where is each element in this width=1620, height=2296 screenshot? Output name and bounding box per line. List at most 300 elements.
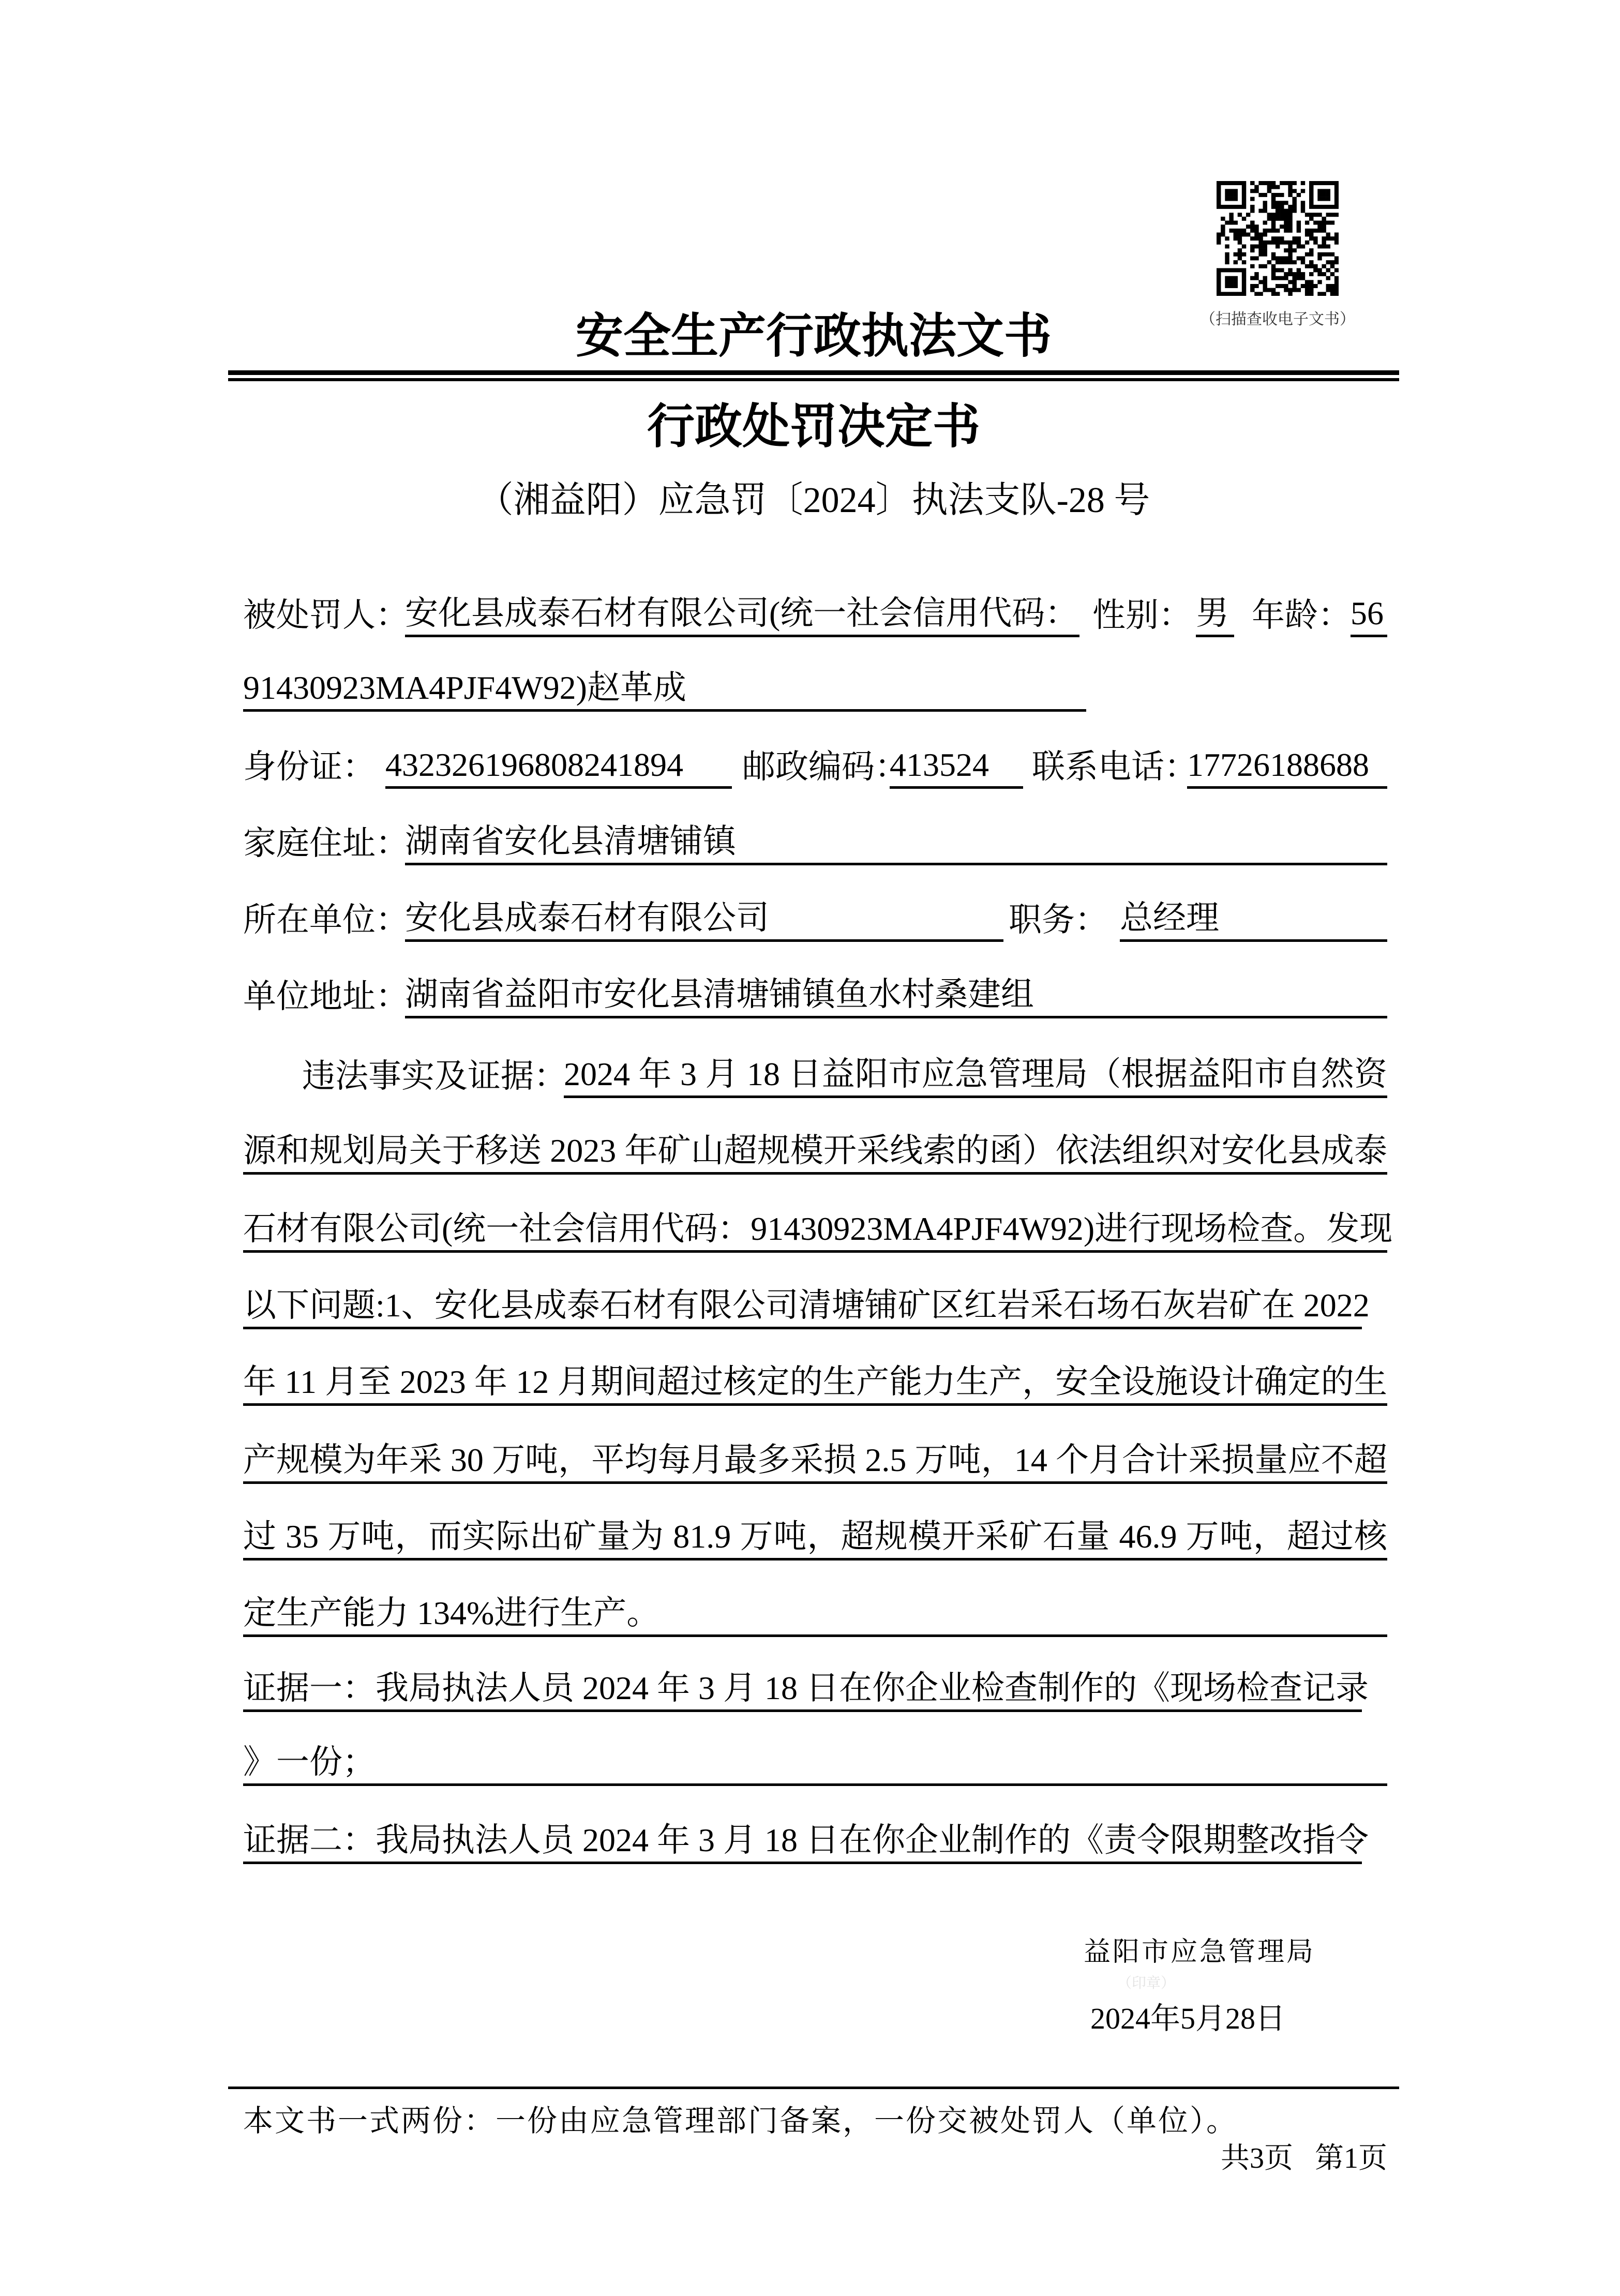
qr-module: [1225, 193, 1229, 197]
qr-module: [1234, 292, 1238, 296]
qr-module: [1238, 268, 1242, 272]
qr-module: [1284, 272, 1288, 276]
qr-module: [1292, 236, 1296, 241]
document-type-title: 行政处罚决定书: [647, 400, 980, 453]
qr-module: [1267, 260, 1271, 264]
qr-module: [1271, 193, 1276, 197]
qr-module: [1217, 201, 1221, 205]
qr-module: [1301, 284, 1305, 288]
qr-module: [1288, 224, 1292, 229]
qr-module: [1225, 205, 1229, 209]
qr-module: [1263, 241, 1267, 245]
qr-module: [1334, 280, 1339, 284]
qr-module: [1250, 244, 1254, 248]
qr-module: [1276, 229, 1280, 233]
qr-module: [1254, 236, 1258, 241]
document-series-title: 安全生产行政执法文书: [575, 308, 1052, 364]
qr-module: [1288, 244, 1292, 248]
qr-module: [1309, 280, 1313, 284]
qr-module: [1301, 189, 1305, 193]
qr-module: [1288, 252, 1292, 257]
qr-module: [1309, 213, 1313, 217]
qr-module: [1263, 233, 1267, 237]
qr-module: [1317, 244, 1322, 248]
qr-module: [1263, 264, 1267, 268]
qr-module: [1288, 205, 1292, 209]
qr-module: [1284, 209, 1288, 213]
qr-module: [1276, 205, 1280, 209]
qr-module: [1322, 189, 1326, 193]
qr-module: [1280, 260, 1284, 264]
qr-module: [1258, 193, 1263, 197]
qr-module: [1276, 284, 1280, 288]
qr-module: [1234, 193, 1238, 197]
qr-module: [1309, 292, 1313, 296]
qr-module: [1242, 276, 1246, 280]
qr-module: [1317, 272, 1322, 276]
qr-module: [1301, 209, 1305, 213]
qr-module: [1305, 284, 1309, 288]
qr-module: [1334, 236, 1339, 241]
qr-module: [1317, 197, 1322, 201]
qr-module: [1309, 288, 1313, 292]
qr-module: [1297, 221, 1301, 225]
qr-module: [1271, 229, 1276, 233]
qr-module: [1217, 288, 1221, 292]
qr-module: [1258, 233, 1263, 237]
qr-module: [1242, 272, 1246, 276]
qr-code: [1217, 181, 1339, 296]
qr-module: [1334, 193, 1339, 197]
qr-module: [1288, 217, 1292, 221]
facts-label: 违法事实及证据：: [302, 1058, 567, 1094]
footer-note: 本文书一式两份：一份由应急管理部门备案，一份交被处罚人（单位）。: [243, 2104, 1238, 2138]
qr-module: [1263, 229, 1267, 233]
qr-module: [1297, 272, 1301, 276]
qr-module: [1317, 224, 1322, 229]
qr-module: [1322, 252, 1326, 257]
qr-module: [1317, 252, 1322, 257]
qr-module: [1221, 292, 1225, 296]
qr-module: [1330, 284, 1334, 288]
qr-module: [1263, 276, 1267, 280]
qr-module: [1297, 276, 1301, 280]
seal-placeholder: （印章）: [1117, 1975, 1176, 1991]
home-address-value: 湖南省安化县清塘铺镇: [405, 821, 1387, 865]
qr-module: [1258, 181, 1263, 185]
qr-module: [1280, 213, 1284, 217]
qr-module: [1225, 268, 1229, 272]
qr-module: [1309, 284, 1313, 288]
qr-module: [1276, 292, 1280, 296]
qr-module: [1229, 292, 1233, 296]
facts-line: 定生产能力 134%进行生产。: [243, 1593, 1387, 1637]
qr-module: [1297, 236, 1301, 241]
qr-module: [1263, 280, 1267, 284]
qr-module: [1322, 224, 1326, 229]
qr-module: [1267, 241, 1271, 245]
qr-module: [1221, 181, 1225, 185]
qr-module: [1292, 288, 1296, 292]
qr-module: [1313, 264, 1317, 268]
qr-module: [1250, 264, 1254, 268]
qr-module: [1276, 217, 1280, 221]
qr-module: [1292, 205, 1296, 209]
qr-module: [1242, 288, 1246, 292]
qr-module: [1242, 244, 1246, 248]
qr-module: [1334, 201, 1339, 205]
qr-module: [1309, 205, 1313, 209]
qr-module: [1280, 209, 1284, 213]
qr-module: [1250, 236, 1254, 241]
qr-module: [1246, 224, 1250, 229]
qr-module: [1301, 272, 1305, 276]
qr-module: [1267, 189, 1271, 193]
qr-module: [1326, 213, 1330, 217]
qr-module: [1301, 181, 1305, 185]
qr-module: [1229, 213, 1233, 217]
qr-module: [1288, 181, 1292, 185]
unit-address-value: 湖南省益阳市安化县清塘铺镇鱼水村桑建组: [405, 974, 1387, 1018]
qr-module: [1242, 233, 1246, 237]
qr-module: [1225, 276, 1229, 280]
qr-module: [1242, 292, 1246, 296]
qr-module: [1267, 229, 1271, 233]
qr-module: [1267, 213, 1271, 217]
qr-module: [1330, 252, 1334, 257]
qr-module: [1297, 241, 1301, 245]
qr-module: [1309, 217, 1313, 221]
qr-module: [1334, 185, 1339, 189]
qr-module: [1309, 185, 1313, 189]
qr-module: [1313, 205, 1317, 209]
qr-module: [1238, 233, 1242, 237]
qr-module: [1229, 217, 1233, 221]
qr-module: [1254, 256, 1258, 260]
qr-module: [1297, 244, 1301, 248]
qr-module: [1271, 197, 1276, 201]
qr-module: [1234, 205, 1238, 209]
qr-module: [1309, 272, 1313, 276]
qr-module: [1326, 233, 1330, 237]
qr-module: [1288, 221, 1292, 225]
qr-module: [1305, 241, 1309, 245]
qr-module: [1267, 288, 1271, 292]
qr-module: [1330, 205, 1334, 209]
phone-value: 17726188688: [1187, 744, 1387, 789]
qr-module: [1322, 229, 1326, 233]
qr-module: [1221, 229, 1225, 233]
qr-module: [1271, 272, 1276, 276]
qr-module: [1276, 213, 1280, 217]
qr-module: [1326, 288, 1330, 292]
qr-module: [1288, 209, 1292, 213]
qr-module: [1229, 268, 1233, 272]
qr-module: [1288, 241, 1292, 245]
qr-module: [1229, 284, 1233, 288]
gender-value: 男: [1196, 593, 1234, 637]
qr-module: [1280, 241, 1284, 245]
qr-module: [1258, 280, 1263, 284]
qr-module: [1254, 224, 1258, 229]
qr-module: [1322, 221, 1326, 225]
evidence-line: 》一份；: [243, 1742, 1387, 1786]
qr-module: [1229, 181, 1233, 185]
qr-module: [1276, 256, 1280, 260]
qr-module: [1288, 229, 1292, 233]
qr-module: [1313, 229, 1317, 233]
qr-module: [1271, 276, 1276, 280]
qr-module: [1288, 280, 1292, 284]
qr-module: [1254, 244, 1258, 248]
qr-module: [1309, 248, 1313, 252]
qr-module: [1276, 185, 1280, 189]
qr-module: [1242, 185, 1246, 189]
qr-module: [1280, 256, 1284, 260]
facts-line: 源和规划局关于移送 2023 年矿山超规模开采线索的函）依法组织对安化县成泰: [243, 1130, 1387, 1175]
qr-module: [1284, 229, 1288, 233]
qr-module: [1330, 292, 1334, 296]
qr-module: [1271, 213, 1276, 217]
qr-module: [1313, 213, 1317, 217]
qr-module: [1292, 241, 1296, 245]
qr-module: [1254, 189, 1258, 193]
qr-module: [1229, 189, 1233, 193]
qr-module: [1288, 288, 1292, 292]
qr-module: [1334, 284, 1339, 288]
qr-module: [1221, 217, 1225, 221]
qr-module: [1317, 205, 1322, 209]
qr-module: [1317, 189, 1322, 193]
qr-module: [1326, 268, 1330, 272]
qr-module: [1280, 201, 1284, 205]
qr-module: [1246, 213, 1250, 217]
qr-module: [1330, 260, 1334, 264]
qr-module: [1250, 205, 1254, 209]
facts-line: 产规模为年采 30 万吨，平均每月最多采损 2.5 万吨，14 个月合计采损量应不超: [243, 1439, 1387, 1484]
qr-module: [1334, 213, 1339, 217]
qr-module: [1250, 284, 1254, 288]
qr-module: [1271, 252, 1276, 257]
qr-module: [1326, 197, 1330, 201]
qr-module: [1271, 292, 1276, 296]
page-indicator: 共3页 第1页: [1221, 2142, 1387, 2174]
facts-line: 年 11 月至 2023 年 12 月期间超过核定的生产能力生产，安全设施设计确定的生: [243, 1361, 1387, 1406]
qr-module: [1334, 292, 1339, 296]
qr-module: [1217, 280, 1221, 284]
qr-module: [1217, 236, 1221, 241]
qr-module: [1221, 233, 1225, 237]
qr-module: [1326, 284, 1330, 288]
qr-module: [1288, 193, 1292, 197]
qr-module: [1334, 181, 1339, 185]
qr-module: [1292, 209, 1296, 213]
header-divider-thin: [228, 378, 1399, 381]
qr-module: [1280, 268, 1284, 272]
qr-module: [1242, 229, 1246, 233]
qr-module: [1284, 181, 1288, 185]
qr-module: [1242, 260, 1246, 264]
qr-module: [1292, 260, 1296, 264]
qr-module: [1250, 256, 1254, 260]
qr-module: [1284, 224, 1288, 229]
qr-module: [1234, 229, 1238, 233]
qr-module: [1301, 244, 1305, 248]
qr-module: [1322, 217, 1326, 221]
qr-module: [1254, 185, 1258, 189]
qr-module: [1225, 252, 1229, 257]
qr-module: [1322, 244, 1326, 248]
qr-module: [1288, 260, 1292, 264]
qr-module: [1284, 276, 1288, 280]
qr-module: [1330, 221, 1334, 225]
qr-module: [1254, 292, 1258, 296]
party-name-value: 安化县成泰石材有限公司(统一社会信用代码：: [405, 593, 1079, 637]
qr-module: [1322, 193, 1326, 197]
qr-module: [1313, 241, 1317, 245]
qr-module: [1229, 193, 1233, 197]
qr-module: [1229, 229, 1233, 233]
footer-divider: [228, 2087, 1399, 2089]
qr-module: [1334, 189, 1339, 193]
qr-caption: （扫描查收电子文书）: [1200, 311, 1355, 328]
qr-module: [1276, 244, 1280, 248]
qr-module: [1288, 248, 1292, 252]
qr-module: [1317, 221, 1322, 225]
qr-module: [1258, 248, 1263, 252]
qr-module: [1221, 205, 1225, 209]
qr-module: [1330, 181, 1334, 185]
qr-module: [1309, 252, 1313, 257]
qr-module: [1288, 185, 1292, 189]
qr-module: [1238, 181, 1242, 185]
qr-module: [1225, 189, 1229, 193]
qr-module: [1334, 256, 1339, 260]
qr-module: [1238, 256, 1242, 260]
qr-module: [1225, 260, 1229, 264]
qr-module: [1284, 256, 1288, 260]
qr-module: [1276, 260, 1280, 264]
qr-module: [1217, 233, 1221, 237]
qr-module: [1284, 284, 1288, 288]
qr-module: [1317, 193, 1322, 197]
qr-module: [1292, 189, 1296, 193]
qr-module: [1271, 205, 1276, 209]
age-value: 56: [1351, 593, 1387, 637]
qr-module: [1271, 241, 1276, 245]
qr-module: [1305, 264, 1309, 268]
qr-module: [1280, 193, 1284, 197]
qr-module: [1322, 205, 1326, 209]
qr-module: [1313, 284, 1317, 288]
header-divider-thick: [228, 370, 1399, 375]
qr-module: [1271, 221, 1276, 225]
qr-module: [1234, 233, 1238, 237]
qr-module: [1217, 272, 1221, 276]
qr-module: [1254, 276, 1258, 280]
qr-module: [1276, 236, 1280, 241]
qr-module: [1242, 197, 1246, 201]
qr-module: [1242, 280, 1246, 284]
qr-module: [1263, 252, 1267, 257]
postcode-value: 413524: [890, 744, 1023, 789]
qr-module: [1280, 205, 1284, 209]
qr-module: [1250, 189, 1254, 193]
qr-module: [1309, 197, 1313, 201]
qr-module: [1330, 236, 1334, 241]
qr-module: [1217, 276, 1221, 280]
qr-module: [1234, 284, 1238, 288]
qr-module: [1234, 197, 1238, 201]
qr-module: [1280, 284, 1284, 288]
qr-module: [1326, 236, 1330, 241]
qr-module: [1334, 260, 1339, 264]
qr-module: [1288, 292, 1292, 296]
qr-module: [1322, 272, 1326, 276]
qr-module: [1305, 213, 1309, 217]
qr-module: [1254, 284, 1258, 288]
qr-module: [1326, 260, 1330, 264]
qr-module: [1258, 252, 1263, 257]
id-value: 432326196808241894: [385, 744, 732, 789]
qr-module: [1263, 201, 1267, 205]
qr-module: [1263, 193, 1267, 197]
qr-module: [1292, 248, 1296, 252]
qr-module: [1309, 201, 1313, 205]
qr-module: [1225, 256, 1229, 260]
qr-module: [1288, 213, 1292, 217]
qr-module: [1317, 292, 1322, 296]
qr-module: [1238, 236, 1242, 241]
qr-module: [1317, 268, 1322, 272]
qr-module: [1263, 248, 1267, 252]
qr-module: [1263, 244, 1267, 248]
qr-module: [1246, 233, 1250, 237]
qr-module: [1292, 197, 1296, 201]
qr-module: [1326, 221, 1330, 225]
qr-module: [1217, 181, 1221, 185]
qr-module: [1334, 233, 1339, 237]
qr-module: [1330, 272, 1334, 276]
qr-module: [1250, 197, 1254, 201]
qr-module: [1292, 181, 1296, 185]
qr-module: [1280, 217, 1284, 221]
qr-module: [1334, 241, 1339, 245]
qr-module: [1234, 181, 1238, 185]
qr-module: [1217, 292, 1221, 296]
qr-module: [1254, 272, 1258, 276]
qr-module: [1217, 284, 1221, 288]
qr-module: [1254, 229, 1258, 233]
gender-label: 性别：: [1092, 597, 1192, 634]
qr-module: [1313, 221, 1317, 225]
qr-module: [1263, 284, 1267, 288]
qr-module: [1301, 260, 1305, 264]
qr-module: [1284, 248, 1288, 252]
qr-module: [1263, 209, 1267, 213]
qr-module: [1330, 288, 1334, 292]
qr-module: [1238, 248, 1242, 252]
qr-module: [1263, 181, 1267, 185]
qr-module: [1322, 236, 1326, 241]
qr-module: [1297, 288, 1301, 292]
qr-module: [1271, 224, 1276, 229]
qr-module: [1305, 229, 1309, 233]
qr-module: [1234, 252, 1238, 257]
qr-module: [1258, 292, 1263, 296]
issuing-authority: 益阳市应急管理局: [1084, 1938, 1316, 1967]
qr-module: [1250, 221, 1254, 225]
